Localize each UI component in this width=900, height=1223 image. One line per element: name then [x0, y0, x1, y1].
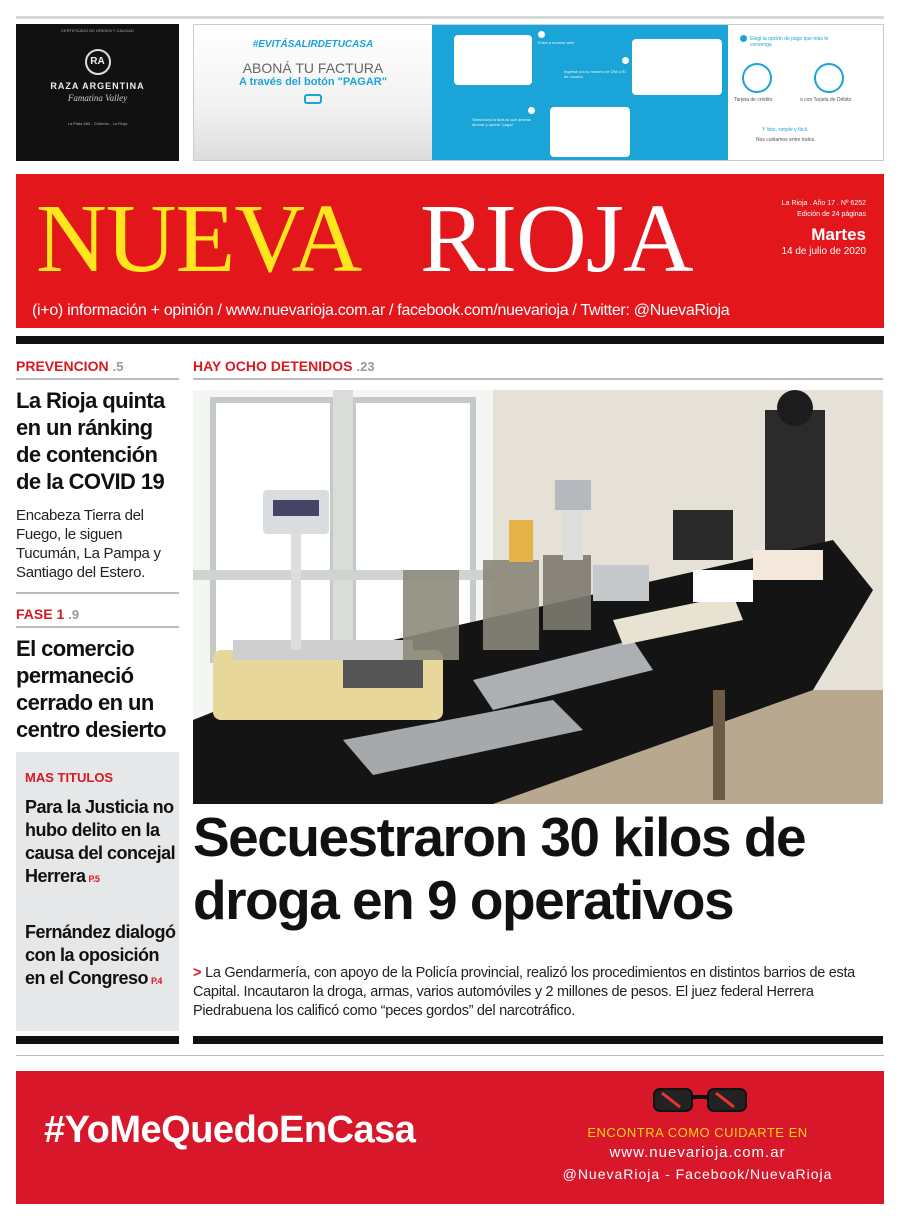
ad-raza-sub: Famatina Valley [67, 93, 128, 103]
story1-kicker[interactable] [16, 358, 123, 374]
banner-url[interactable]: www.nuevarioja.com.ar [609, 1144, 786, 1161]
edition-date: 14 de julio de 2020 [781, 246, 866, 257]
masthead-tagline[interactable]: (i+o) información + opinión / www.nuevarioja.com.ar / facebook.com/nuevarioja / Twitter: @NuevaRioja [32, 302, 730, 319]
glasses-icon [650, 1085, 750, 1115]
banner-hashtag: #YoMeQuedoEnCasa [44, 1109, 416, 1151]
story1-kicker-rule [16, 378, 179, 380]
story1-deck: Encabeza Tierra del Fuego, le siguen Tucumán, La Pampa y Santiago del Estero. [16, 507, 161, 581]
main-kicker[interactable] [193, 358, 375, 374]
masthead-meta [781, 198, 866, 259]
mas-titulos-item[interactable] [25, 921, 177, 993]
ad-step-2: Ingresá con tu número de DNI o ID de usuario [564, 69, 627, 79]
edition-pages: Edición de 24 páginas [797, 211, 866, 218]
ad-factura-hashtag: #EVITÁSALIRDETUCASA [252, 39, 374, 50]
main-kicker-label: HAY OCHO DETENIDOS [193, 358, 353, 374]
banner-cta: ENCONTRA COMO CUIDARTE EN [587, 1125, 808, 1140]
ad-tagline: Y listo, simple y fácil. [762, 127, 809, 133]
left-column-bottom-rule [16, 1036, 179, 1044]
story2-kicker-rule [16, 626, 179, 628]
story1-headline[interactable]: La Rioja quinta en un ránking de contención de la COVID 19 [16, 388, 165, 494]
mas-titulos-item-headline: Fernández dialogó con la oposición en el Congreso [25, 922, 176, 988]
story2-kicker-label: FASE 1 [16, 606, 65, 622]
ad-raza-fine-print: CERTIFICADO DE ORIGEN Y CALIDAD [61, 28, 134, 33]
ad-raza-address: La Plata 685 - Chilecito - La Rioja [67, 121, 128, 126]
main-deck-text: La Gendarmería, con apoyo de la Policía provincial, realizó los procedimientos en distintos barrios de esta Capital. Incautaron la droga, armas, varios automóviles y 2 millones de pesos. El juez federal Herrera Piedrabuena los calificó como “peces gordos” del narcotráfico. [193, 965, 855, 1019]
laptop-screen-icon [454, 35, 532, 85]
banner-social[interactable]: @NuevaRioja - Facebook/NuevaRioja [562, 1166, 833, 1182]
ad-step-3: Seleccioná la factura que deseás abonar y apretá "pagar" [472, 117, 531, 127]
main-headline[interactable]: Secuestraron 30 kilos de droga en 9 operativos [193, 806, 806, 931]
debit-card-icon [814, 63, 844, 93]
seized-drugs-photo [193, 390, 883, 804]
click-icon [304, 94, 322, 104]
main-column-bottom-rule [193, 1036, 883, 1044]
step-2-icon [622, 57, 629, 64]
ad-step-4: Elegí la opción de pago que más te convenga [750, 36, 829, 48]
story2-kicker[interactable] [16, 606, 79, 622]
mas-titulos-kicker: MAS TITULOS [25, 770, 114, 785]
edition-day: Martes [811, 225, 866, 244]
edition-number: La Rioja . Año 17 . Nº 6252 [781, 200, 866, 207]
raza-logo-icon: RA [85, 49, 111, 75]
mas-titulos-item-headline: Para la Justicia no hubo delito en la causa del concejal Herrera [25, 797, 176, 886]
masthead-title-rioja: RIOJA [420, 185, 693, 293]
main-kicker-page: .23 [356, 359, 375, 374]
mas-titulos-item-page: P.5 [88, 874, 100, 884]
credit-card-icon [742, 63, 772, 93]
mas-titulos-item[interactable] [25, 796, 177, 891]
mas-titulos-item-page: P.4 [151, 976, 162, 986]
ad-factura-steps [432, 25, 728, 160]
ad-factura-right [728, 25, 883, 160]
ad-opt-credit: Tarjeta de crédito [734, 97, 773, 103]
ad-step-1: Entrá a nuestra web [538, 40, 574, 45]
step-4-icon [740, 35, 747, 42]
top-rule [16, 16, 884, 19]
ad-factura-subtitle: A través del botón "PAGAR" [239, 76, 387, 88]
ad-tagline-2: Nos cuidamos entre todos. [756, 137, 816, 143]
masthead-title-nueva: NUEVA [36, 185, 362, 293]
story1-kicker-label: PREVENCION [16, 358, 109, 374]
masthead-underline [16, 336, 884, 344]
mas-titulos-box [16, 752, 179, 1031]
main-story-photo[interactable] [193, 390, 883, 804]
story1-bottom-rule [16, 592, 179, 594]
step-1-icon [538, 31, 545, 38]
invoice-screen-icon [550, 107, 630, 157]
story2-page: .9 [68, 607, 80, 622]
yo-me-quedo-banner[interactable] [16, 1071, 884, 1204]
ad-factura-title: ABONÁ TU FACTURA [242, 60, 384, 76]
ad-raza-argentina[interactable] [16, 24, 179, 161]
login-screen-icon [632, 39, 722, 95]
masthead [16, 174, 884, 328]
footer-rule [16, 1055, 884, 1056]
story1-page: .5 [112, 359, 124, 374]
ad-abona-factura[interactable] [193, 24, 884, 161]
ad-factura-left [194, 25, 432, 160]
story2-headline[interactable]: El comercio permaneció cerrado en un centro desierto [16, 636, 166, 742]
main-kicker-rule [193, 378, 883, 380]
ad-opt-debit: o con Tarjeta de Débito [800, 97, 852, 103]
ad-raza-name: RAZA ARGENTINA [50, 81, 145, 91]
deck-arrow-icon: > [193, 965, 202, 981]
step-3-icon [528, 107, 535, 114]
main-deck [193, 964, 883, 1021]
